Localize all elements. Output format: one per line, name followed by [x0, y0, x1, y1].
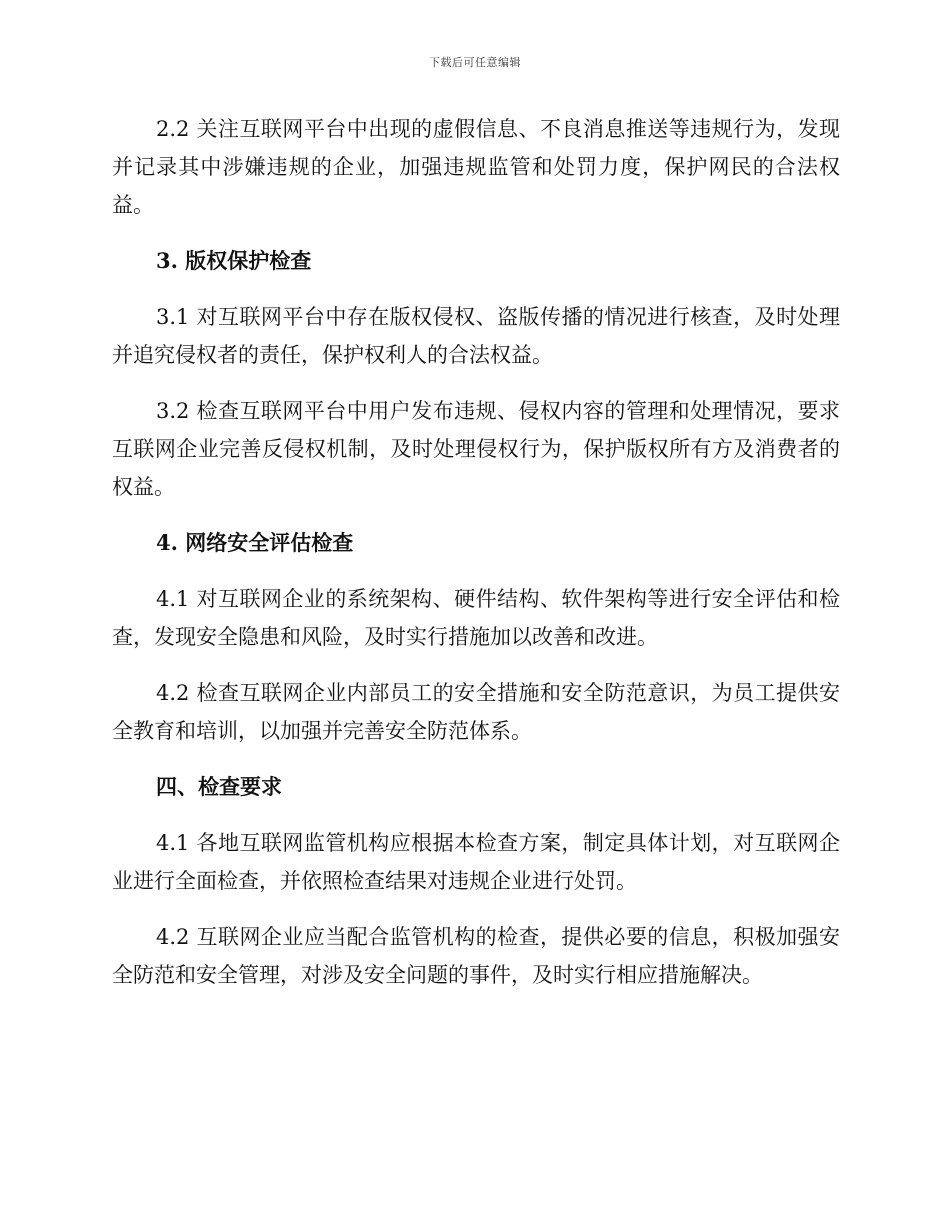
- paragraph-3-2: 3.2 检查互联网平台中用户发布违规、侵权内容的管理和处理情况，要求互联网企业完善反侵权机制，及时处理侵权行为，保护版权所有方及消费者的权益。: [112, 399, 840, 499]
- paragraph-4-2-requirements: 4.2 互联网企业应当配合监管机构的检查，提供必要的信息，积极加强安全防范和安全管理，对涉及安全问题的事件，及时实行相应措施解决。: [112, 925, 840, 987]
- section-heading-copyright: 3. 版权保护检查: [156, 248, 312, 273]
- section-heading-security-assessment: 4. 网络安全评估检查: [156, 530, 354, 555]
- paragraph-3-1: 3.1 对互联网平台中存在版权侵权、盗版传播的情况进行核查，及时处理并追究侵权者的责任，保护权利人的合法权益。: [112, 305, 840, 367]
- paragraph-2-2: 2.2 关注互联网平台中出现的虚假信息、不良消息推送等违规行为，发现并记录其中涉嫌违规的企业，加强违规监管和处罚力度，保护网民的合法权益。: [112, 117, 840, 217]
- document-body: [112, 110, 840, 1012]
- header-note: 下载后可任意编辑: [429, 56, 521, 69]
- paragraph-4-1-requirements: 4.1 各地互联网监管机构应根据本检查方案，制定具体计划，对互联网企业进行全面检查，并依照检查结果对违规企业进行处罚。: [112, 831, 840, 893]
- section-heading-requirements: 四、检查要求: [156, 774, 282, 799]
- paragraph-4-2-assessment: 4.2 检查互联网企业内部员工的安全措施和安全防范意识，为员工提供安全教育和培训，以加强并完善安全防范体系。: [112, 681, 840, 743]
- paragraph-4-1-assessment: 4.1 对互联网企业的系统架构、硬件结构、软件架构等进行安全评估和检查，发现安全隐患和风险，及时实行措施加以改善和改进。: [112, 587, 840, 649]
